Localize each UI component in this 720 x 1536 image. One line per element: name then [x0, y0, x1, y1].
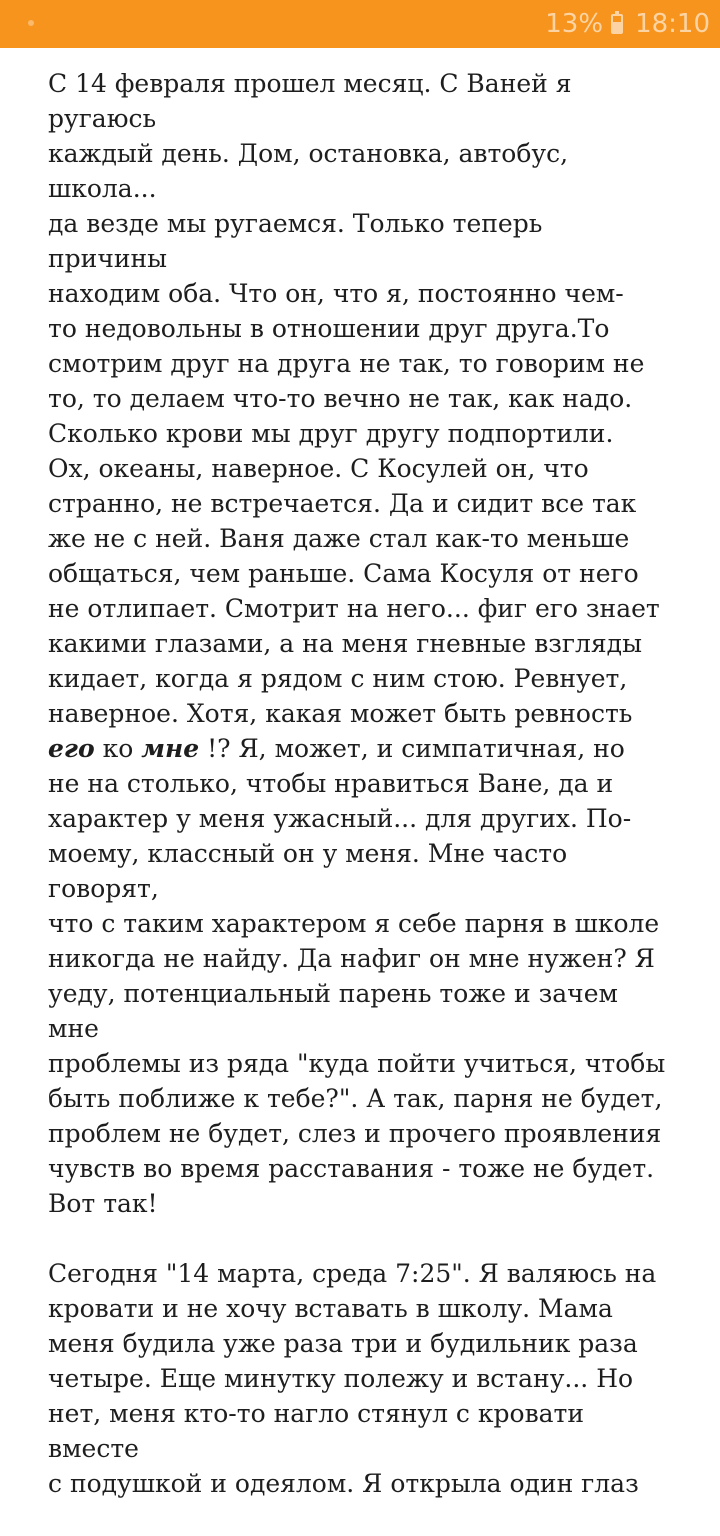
battery-icon — [611, 14, 623, 34]
emphasis-his: его — [48, 734, 95, 763]
notification-dot-icon — [28, 20, 34, 26]
paragraph-1-text-a: С 14 февраля прошел месяц. С Ваней я ругаюсь каждый день. Дом, остановка, автобус, школа... да везде мы ругаемся. Только теперь причины находим оба. Что он, что я, постоянно чем- то недовольны в отношении друг друга.То смотрим друг на друга не так, то говорим не то, то делаем что-то вечно не так, как надо. Сколько крови мы друг другу подпортили. Ох, океаны, наверное. С Косулей он, что странно, не встречается. Да и сидит все так же не с ней. Ваня даже стал как-то меньше общаться, чем раньше. Сама Косуля от него не отлипает. Смотрит на него... фиг его знает какими глазами, а на меня гневные взгляды кидает, когда я рядом с ним стою. Ревнует, наверное. Хотя, какая может быть ревность — [48, 69, 660, 728]
emphasis-me: мне — [141, 734, 200, 763]
paragraph-2: Сегодня "14 марта, среда 7:25". Я валяюсь на кровати и не хочу вставать в школу. Мама меня будила уже раза три и будильник раза четыре. Еще минутку полежу и встану... Но нет, меня кто-то нагло стянул с кровати вместе с подушкой и одеялом. Я открыла один глаз — [48, 1259, 657, 1498]
battery-percent: 13% — [545, 9, 604, 39]
paragraph-1 — [48, 66, 668, 1221]
status-bar — [0, 0, 720, 48]
clock: 18:10 — [635, 9, 710, 39]
reader-content[interactable] — [48, 66, 668, 1536]
paragraph-1-text-mid: ко — [94, 734, 142, 763]
paragraph-1-text-b: !? Я, может, и симпатичная, но не на столько, чтобы нравиться Ване, да и характер у меня ужасный... для других. По- моему, классный он у меня. Мне часто говорят, что с таким характером я себе парня в школе никогда не найду. Да нафиг он мне нужен? Я уеду, потенциальный парень тоже и зачем мне проблемы из ряда "куда пойти учиться, чтобы быть поближе к тебе?". А так, парня не будет, проблем не будет, слез и прочего проявления чувств во время расставания - тоже не будет. Вот так! — [48, 734, 666, 1218]
status-indicators — [545, 0, 710, 48]
